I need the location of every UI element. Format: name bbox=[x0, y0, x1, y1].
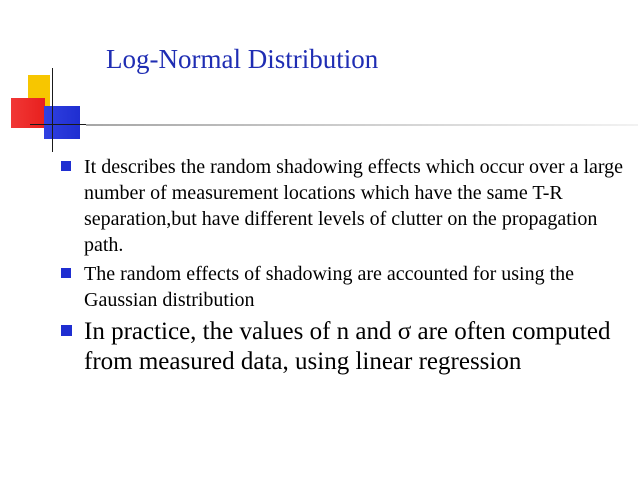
bullet-item bbox=[58, 261, 624, 313]
bullet-text: The random effects of shadowing are accounted for using the Gaussian distribution bbox=[84, 263, 575, 311]
bullet-item bbox=[58, 317, 624, 377]
square-bullet-icon bbox=[61, 161, 71, 171]
slide-title: Log-Normal Distribution bbox=[106, 44, 379, 74]
logo-blue-highlight bbox=[44, 106, 80, 139]
logo-vertical-line bbox=[52, 68, 53, 152]
title-underline-rule bbox=[86, 124, 638, 126]
corner-logo-decoration bbox=[0, 0, 120, 140]
bullet-list bbox=[58, 154, 624, 380]
square-bullet-icon bbox=[61, 325, 72, 336]
bullet-text: In practice, the values of n and σ are often computed from measured data, using linear regression bbox=[84, 318, 611, 375]
bullet-text: It describes the random shadowing effects which occur over a large number of measurement locations which have the same T-R separation,but have different levels of clutter on the propagation path. bbox=[84, 156, 624, 256]
square-bullet-icon bbox=[61, 268, 71, 278]
bullet-item bbox=[58, 154, 624, 258]
logo-horizontal-line bbox=[30, 124, 90, 125]
